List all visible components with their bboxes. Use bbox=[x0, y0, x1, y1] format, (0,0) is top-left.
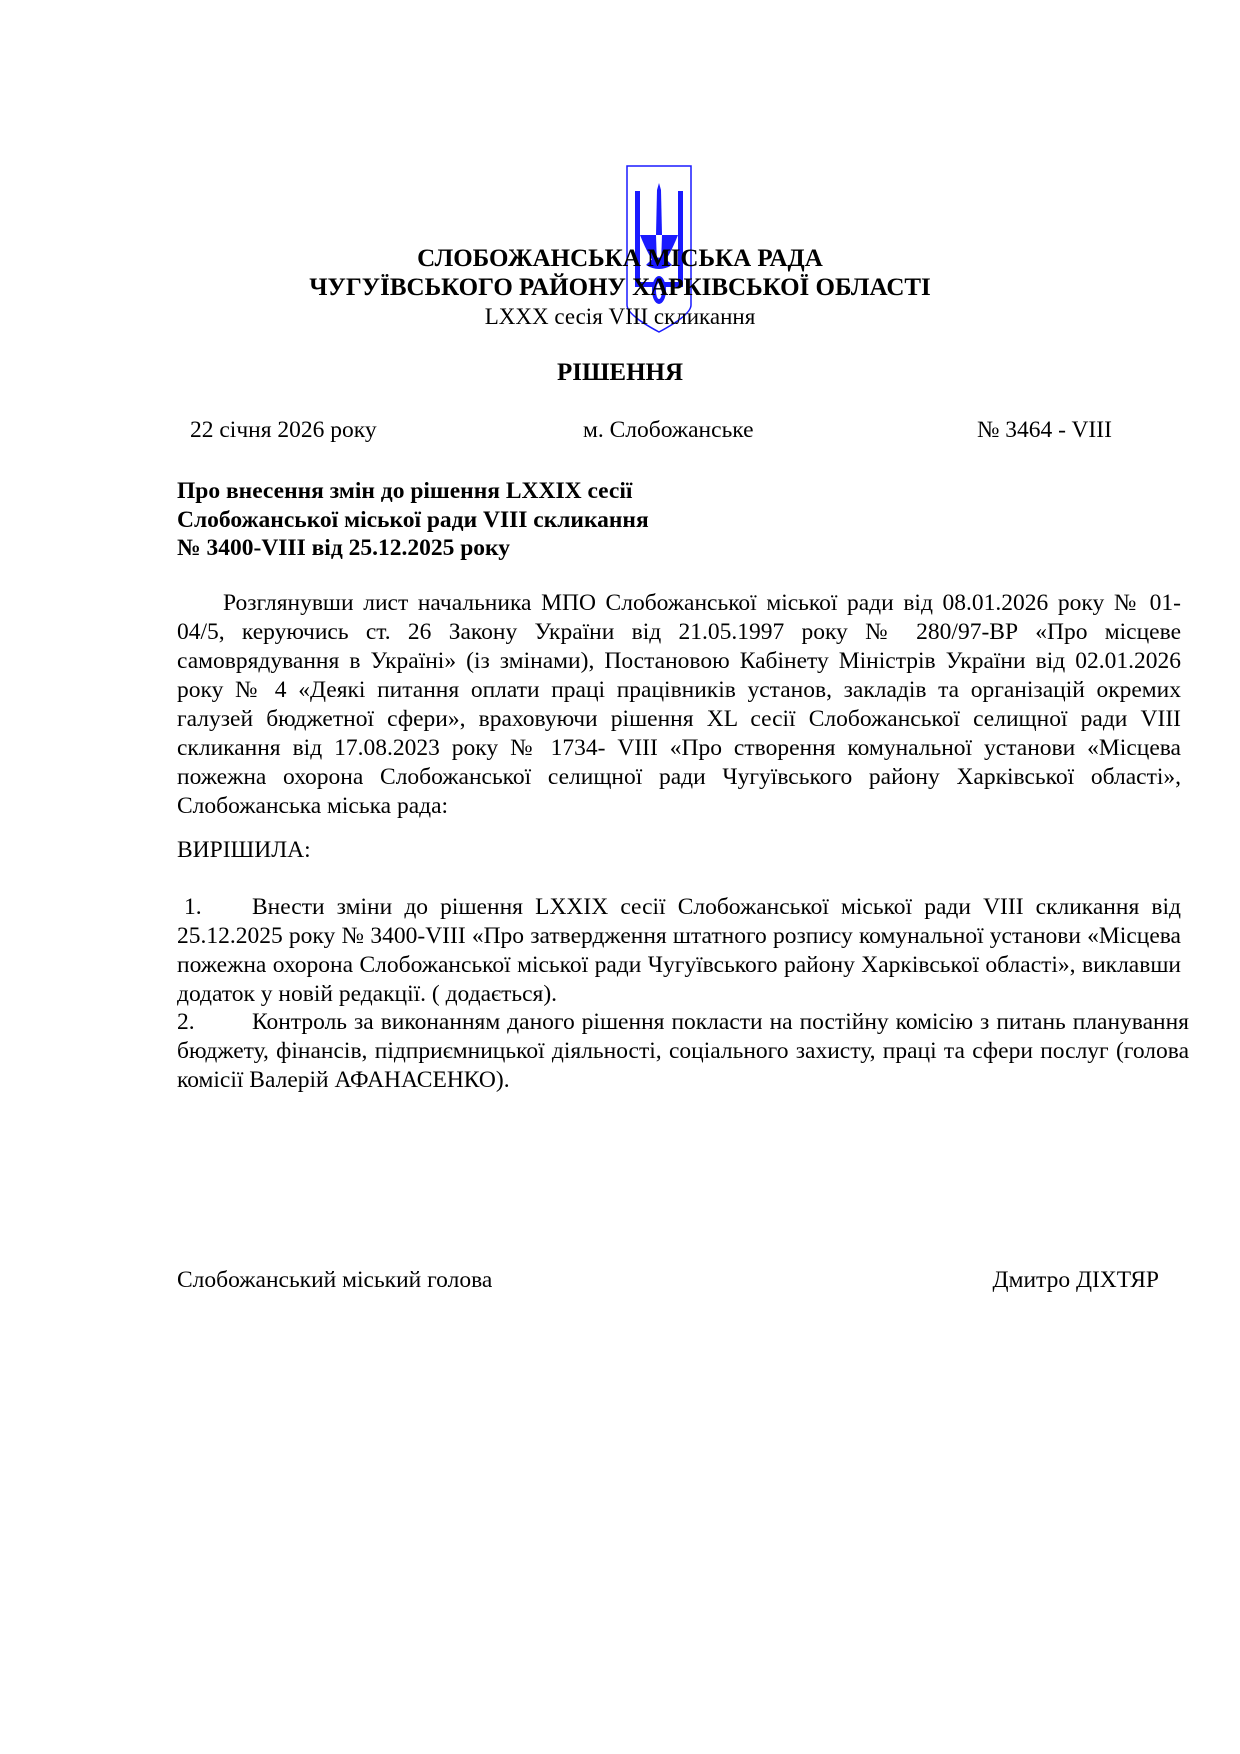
signature-position: Слобожанський міський голова bbox=[177, 1267, 493, 1293]
council-name: СЛОБОЖАНСЬКА МІСЬКА РАДА bbox=[417, 245, 823, 272]
subject-line: Про внесення змін до рішення LXXIX сесії bbox=[177, 478, 633, 504]
subject-line: Слобожанської міської ради VIII скликання bbox=[177, 507, 649, 533]
document-type: РІШЕННЯ bbox=[556, 359, 684, 386]
decision-date: 22 січня 2026 року bbox=[190, 417, 377, 443]
resolution-item-1 bbox=[177, 893, 1181, 1009]
item-number: 2. bbox=[177, 1009, 195, 1035]
subject-line: № 3400-VIII від 25.12.2025 року bbox=[177, 535, 510, 561]
signature-name: Дмитро ДІХТЯР bbox=[992, 1267, 1159, 1293]
resolved-heading: ВИРІШИЛА: bbox=[177, 837, 311, 863]
item-text: Контроль за виконанням даного рішення покласти на постійну комісію з питань планування бюджету, фінансів, підприємницької діяльності, соціального захисту, праці та сфери послуг (голова комісії Валерій АФАНАСЕНКО). bbox=[177, 1009, 1189, 1093]
decision-place: м. Слобожанське bbox=[583, 417, 754, 443]
session-line: LXXX сесія VIII скликання bbox=[484, 304, 756, 329]
resolution-item-2 bbox=[177, 1008, 1189, 1095]
decision-number: № 3464 - VIII bbox=[977, 417, 1112, 443]
item-text: Внести зміни до рішення LXXIX сесії Слобожанської міської ради VIII скликання від 25.12.2025 року № 3400-VIII «Про затвердження штатного розпису комунальної установи «Місцева пожежна охорона Слобожанської міської ради Чугуївського району Харківської області», виклавши додаток у новій редакції. ( додається). bbox=[177, 894, 1181, 1007]
preamble-paragraph: Розглянувши лист начальника МПО Слобожанської міської ради від 08.01.2026 року № 01-04/5, керуючись ст. 26 Закону України від 21.05.1997 року № 280/97-ВР «Про місцеве самоврядування в Україні» (із змінами), Постановою Кабінету Міністрів України від 02.01.2026 року № 4 «Деякі питання оплати праці працівників установ, закладів та організацій окремих галузей бюджетної сфери», враховуючи рішення XL сесії Слобожанської селищної ради VIII скликання від 17.08.2023 року № 1734- VIII «Про створення комунальної установи «Місцева пожежна охорона Слобожанської селищної ради Чугуївського району Харківської області», Слобожанська міська рада: bbox=[177, 590, 1181, 819]
item-number: 1. bbox=[184, 894, 202, 920]
district-name: ЧУГУЇВСЬКОГО РАЙОНУ ХАРКІВСЬКОЇ ОБЛАСТІ bbox=[309, 274, 931, 301]
